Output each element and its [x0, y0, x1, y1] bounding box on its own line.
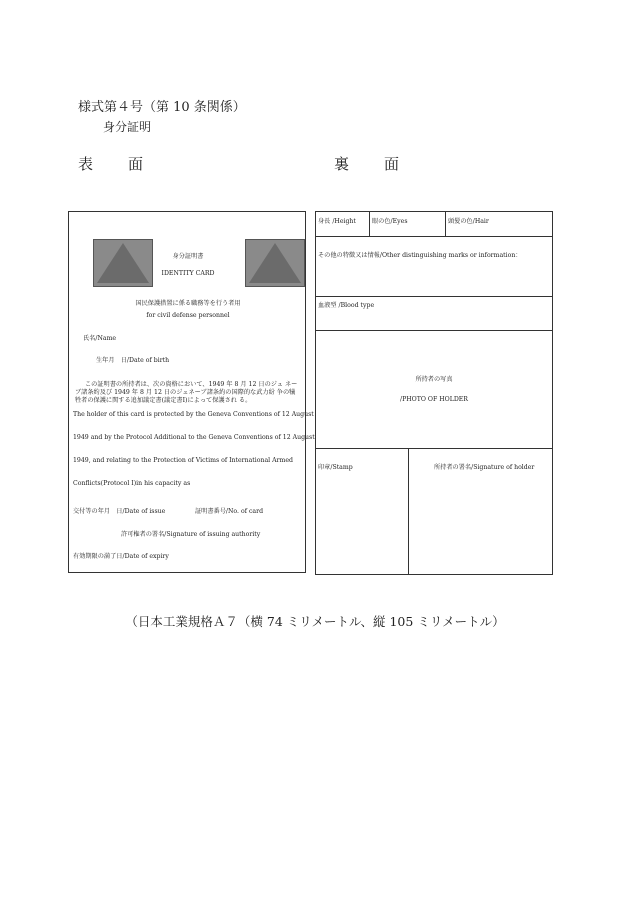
- form-title: 身分証明: [103, 120, 152, 134]
- protection-text-en-4: Conflicts(Protocol I)in his capacity as: [73, 480, 191, 487]
- form-number: 様式第４号（第 10 条関係）: [78, 100, 246, 115]
- protection-text-en-3: 1949, and relating to the Protection of Victims of International Armed: [73, 457, 294, 464]
- eye-color-label: 眼の色/Eyes: [372, 218, 408, 225]
- holder-signature-label: 所持者の署名/Signature of holder: [434, 464, 535, 471]
- divider: [369, 212, 370, 236]
- divider: [316, 236, 552, 237]
- front-side-label: 表 面: [78, 155, 154, 173]
- card-purpose-jp: 国民保護措置に係る職務等を行う者用: [135, 300, 241, 307]
- protection-text-jp: この証明書の所持者は、次の資格において、1949 年 8 月 12 日のジュ ネーブ諸条約及び 1949 年 8 月 12 日のジュネーブ諸条約の国際的な武力紛 争の犠牲者の保護に関する追加議定書(議定書Ⅰ)によって保護され る。: [75, 381, 298, 404]
- card-front: [68, 211, 315, 573]
- photo-label-jp: 所持者の写真: [415, 376, 453, 383]
- protection-text-en-2: 1949 and by the Protocol Additional to the Geneva Conventions of 12 August: [73, 434, 315, 441]
- civil-defense-triangle-icon: [93, 239, 153, 287]
- blood-type-label: 血液型 /Blood type: [318, 302, 375, 309]
- stamp-label: 印章/Stamp: [318, 464, 353, 471]
- divider: [316, 448, 552, 449]
- civil-defense-triangle-icon: [245, 239, 305, 287]
- divider: [408, 448, 409, 575]
- card-number-label: 証明書番号/No. of card: [195, 508, 264, 515]
- issuing-authority-signature-label: 許可権者の署名/Signature of issuing authority: [121, 531, 261, 538]
- card-back: [315, 211, 553, 575]
- hair-color-label: 頭髪の色/Hair: [448, 218, 489, 225]
- card-title-en: IDENTITY CARD: [161, 270, 215, 277]
- issue-date-label: 交付等の年月 日/Date of issue: [73, 508, 166, 515]
- name-label: 氏名/Name: [83, 335, 117, 342]
- protection-text-en-1: The holder of this card is protected by the Geneva Conventions of 12 August: [73, 411, 314, 418]
- card-title-jp: 身分証明書: [172, 253, 204, 260]
- size-note: （日本工業規格Ａ７（横 74 ミリメートル、縦 105 ミリメートル）: [125, 614, 505, 629]
- photo-label-en: /PHOTO OF HOLDER: [400, 396, 468, 403]
- back-side-label: 裏 面: [334, 155, 410, 173]
- height-label: 身長 /Height: [318, 218, 356, 225]
- card-purpose-en: for civil defense personnel: [146, 312, 230, 319]
- divider: [316, 330, 552, 331]
- divider: [316, 296, 552, 297]
- distinguishing-marks-label: その他の特徴又は情報/Other distinguishing marks or information：: [318, 252, 522, 259]
- dob-label: 生年月 日/Date of birth: [96, 357, 170, 364]
- expiry-date-label: 有効期限の満了日/Date of expiry: [73, 553, 169, 560]
- divider: [445, 212, 446, 236]
